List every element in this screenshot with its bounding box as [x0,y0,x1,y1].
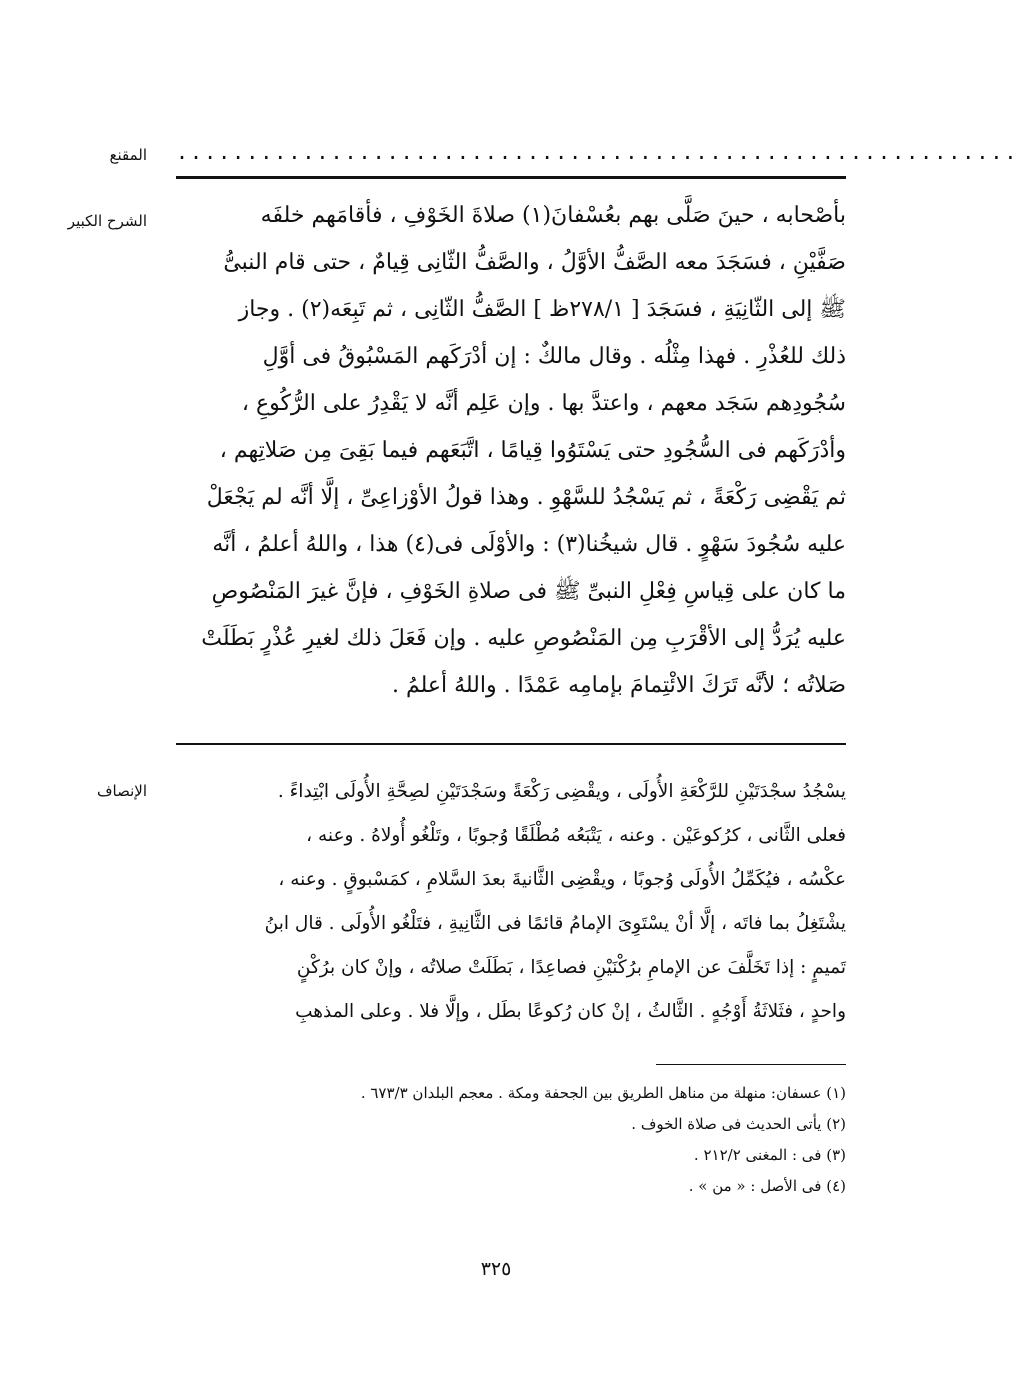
header-rule [176,176,846,179]
insaf-text-block [178,770,846,1034]
insaf-line: يسْجُدُ سجْدَتَيْنِ للرَّكْعَةِ الأُولَى ، ويقْضِى رَكْعَةً وسَجْدَتَيْنِ لصِحَّةِ الأُولَى ابْتِداءً . [277,781,846,802]
sharh-line: عليه سُجُودَ سَهْوٍ . قال شيخُنا(٣) : والأوْلَى فى(٤) هذا ، واللهُ أعلمُ ، أنَّه [212,532,846,557]
page-number: ٣٢٥ [480,1258,512,1280]
insaf-line: تَميمٍ : إذا تَخَلَّفَ عن الإمامِ برُكْنَيْنِ فصاعِدًا ، بَطَلَتْ صلاتُه ، وإنْ كان برُكْنٍ [296,957,846,978]
insaf-line: فعلى الثَّانى ، كرُكوعَيْن . وعنه ، يَتْبَعُه مُطْلَقًا وُجوبًا ، وتَلْغُو أُولاهُ . وعنه ، [306,825,846,846]
footnote-rule [656,1064,846,1065]
sharh-line: ما كان على قِياسِ فِعْلِ النبىِّ ﷺ فى صلاةِ الخَوْفِ ، فإنَّ غيرَ المَنْصُوصِ [211,579,846,604]
footnote-2: (٢) يأتى الحديث فى صلاة الخوف . [631,1115,846,1133]
insaf-line: عكْسُه ، فيُكَمِّلُ الأُولَى وُجوبًا ، ويقْضِى الثَّانيةَ بعدَ السَّلامِ ، كمَسْبوقٍ . وعنه ، [278,869,846,890]
section-divider [176,743,846,745]
footnote-4: (٤) فى الأصل : « من » . [688,1177,846,1195]
insaf-line: واحدٍ ، فثَلاثَةُ أَوْجُهٍ . الثَّالثُ ، إنْ كان رُكوعًا بطَل ، وإلَّا فلا . وعلى المذهبِ [295,1001,846,1022]
sharh-line: عليه يُرَدُّ إلى الأقْرَبِ مِن المَنْصُوصِ عليه . وإن فَعَلَ ذلك لغيرِ عُذْرٍ بَطَلَتْ [201,626,846,651]
sharh-line: سُجُودِهم سَجَد معهم ، واعتدَّ بها . وإن عَلِم أنَّه لا يَقْدِرُ على الرُّكُوعِ ، [241,391,846,416]
sharh-line: ثم يَقْضِى رَكْعَةً ، ثم يَسْجُدُ للسَّهْوِ . وهذا قولُ الأوْزاعِىِّ ، إلَّا أنَّه لم يَجْعَلْ [206,485,846,510]
sharh-label: الشرح الكبير [67,212,147,230]
insaf-label: الإنصاف [96,782,147,800]
footnotes [300,1078,846,1202]
header-dot-leader: ............................................................ [176,140,1018,164]
footnote-3: (٣) فى : المغنى ٢١٢/٢ . [693,1146,846,1164]
sharh-line: بأصْحابه ، حينَ صَلَّى بهم بعُسْفانَ(١) صلاةَ الخَوْفِ ، فأقامَهم خلفَه [260,203,846,228]
sharh-line: ذلك للعُذْرِ . فهذا مِثْلُه . وقال مالكٌ : إن أدْرَكَهم المَسْبُوقُ فى أوَّلِ [262,344,846,369]
footnote-1: (١) عسفان: منهلة من مناهل الطريق بين الجحفة ومكة . معجم البلدان ٦٧٣/٣ . [360,1084,846,1102]
insaf-line: يشْتَغِلُ بما فاتَه ، إلَّا أنْ يسْتَوِىَ الإمامُ قائمًا فى الثَّانِيةِ ، فتَلْغُو الأُولَى . قال ابنُ [264,913,846,934]
header-label: المقنع [109,146,147,164]
sharh-line: صَفَّيْنِ ، فسَجَدَ معه الصَّفُّ الأوَّلُ ، والصَّفُّ الثّانِى قِيامٌ ، حتى قام النبىُّ [223,250,846,275]
sharh-line: صَلاتُه ؛ لأنَّه تَرَكَ الائْتِمامَ بإمامِه عَمْدًا . واللهُ أعلمُ . [391,673,846,698]
sharh-line: وأدْرَكَهم فى السُّجُودِ حتى يَسْتَوُوا قِيامًا ، اتَّبَعَهم فيما بَقِىَ مِن صَلاتِهم ، [219,438,846,463]
sharh-text-block [178,192,846,709]
sharh-line: ﷺ إلى الثّانِيَةِ ، فسَجَدَ [ ٢٧٨/١ظ ] الصَّفُّ الثّانِى ، ثم تَبِعَه(٢) . وجاز [238,297,846,322]
